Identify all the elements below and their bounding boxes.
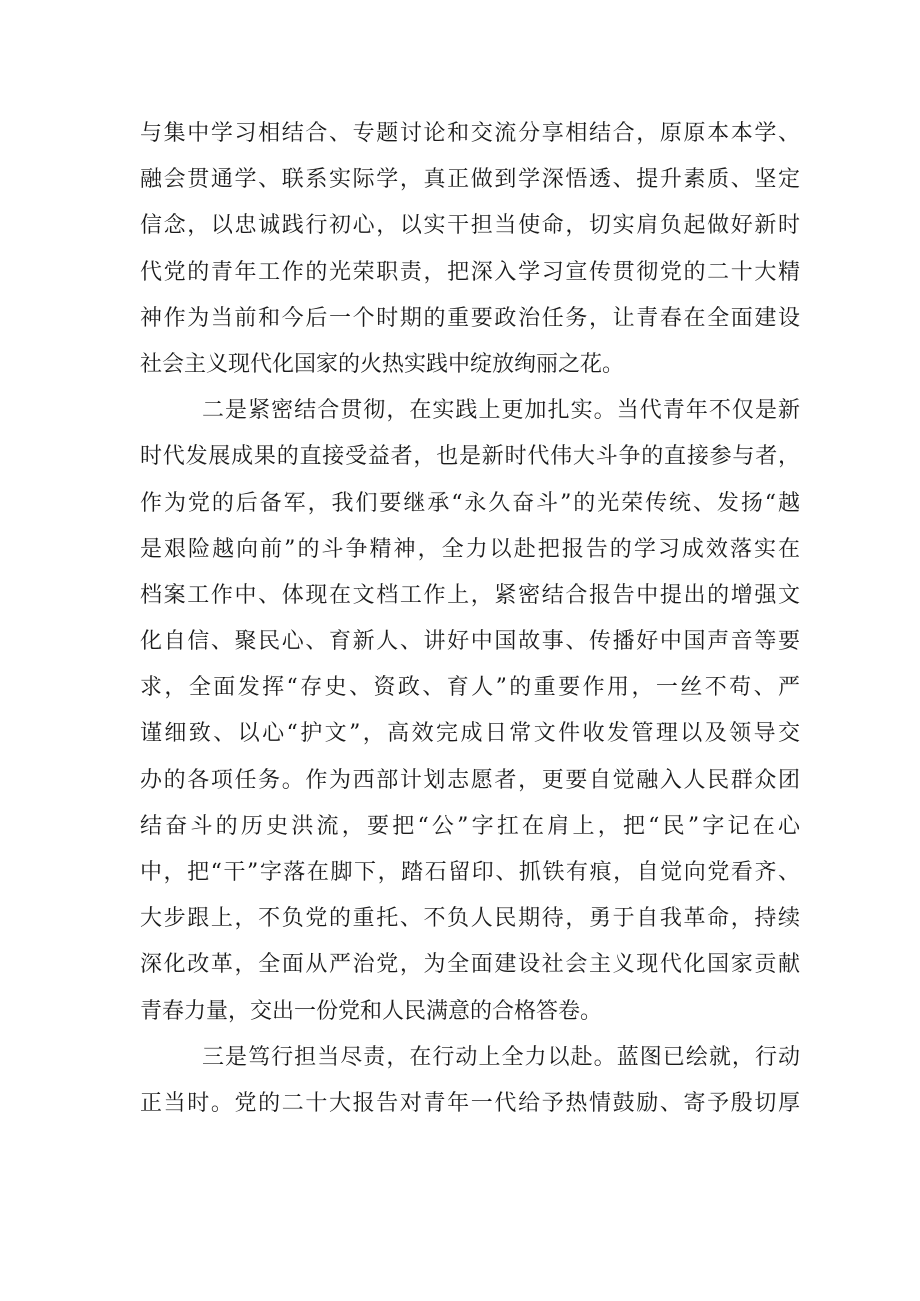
text-line: 谨细致、以心“护文”，高效完成日常文件收发管理以及领导交 <box>140 721 800 747</box>
text-line: 信念，以忠诚践行初心，以实干担当使命，切实肩负起做好新时 <box>140 213 800 239</box>
text-line: 时代发展成果的直接受益者，也是新时代伟大斗争的直接参与者， <box>140 444 800 470</box>
text-line: 神作为当前和今后一个时期的重要政治任务，让青春在全面建设 <box>140 305 800 331</box>
text-line: 求，全面发挥“存史、资政、育人”的重要作用，一丝不苟、严 <box>140 675 800 701</box>
text-line: 三是笃行担当尽责，在行动上全力以赴。蓝图已绘就，行动 <box>202 1044 800 1070</box>
text-line: 青春力量，交出一份党和人民满意的合格答卷。 <box>140 998 603 1024</box>
text-line: 中，把“干”字落在脚下，踏石留印、抓铁有痕，自觉向党看齐、 <box>140 860 800 885</box>
text-line: 与集中学习相结合、专题讨论和交流分享相结合，原原本本学、 <box>140 121 800 146</box>
text-line: 是艰险越向前”的斗争精神，全力以赴把报告的学习成效落实在 <box>140 536 800 562</box>
text-line: 代党的青年工作的光荣职责，把深入学习宣传贯彻党的二十大精 <box>140 259 800 285</box>
text-line: 大步跟上，不负党的重托、不负人民期待，勇于自我革命，持续 <box>140 906 800 932</box>
paragraph-point-two <box>140 388 800 1035</box>
text-line: 社会主义现代化国家的火热实践中绽放绚丽之花。 <box>140 351 625 377</box>
document-body <box>140 111 800 1127</box>
paragraph-continuation <box>140 111 800 388</box>
text-line: 正当时。党的二十大报告对青年一代给予热情鼓励、寄予殷切厚 <box>140 1090 800 1116</box>
text-line: 深化改革，全面从严治党，为全面建设社会主义现代化国家贡献 <box>140 952 800 978</box>
paragraph-point-three <box>140 1035 800 1127</box>
text-line: 融会贯通学、联系实际学，真正做到学深悟透、提升素质、坚定 <box>140 167 800 193</box>
text-line: 化自信、聚民心、育新人、讲好中国故事、传播好中国声音等要 <box>140 629 800 655</box>
text-line: 结奋斗的历史洪流，要把“公”字扛在肩上，把“民”字记在心 <box>140 813 800 839</box>
text-line: 作为党的后备军，我们要继承“永久奋斗”的光荣传统、发扬“越 <box>140 490 800 516</box>
text-line: 二是紧密结合贯彻，在实践上更加扎实。当代青年不仅是新 <box>202 398 800 424</box>
text-line: 档案工作中、体现在文档工作上，紧密结合报告中提出的增强文 <box>140 582 800 608</box>
text-line: 办的各项任务。作为西部计划志愿者，更要自觉融入人民群众团 <box>140 767 800 793</box>
